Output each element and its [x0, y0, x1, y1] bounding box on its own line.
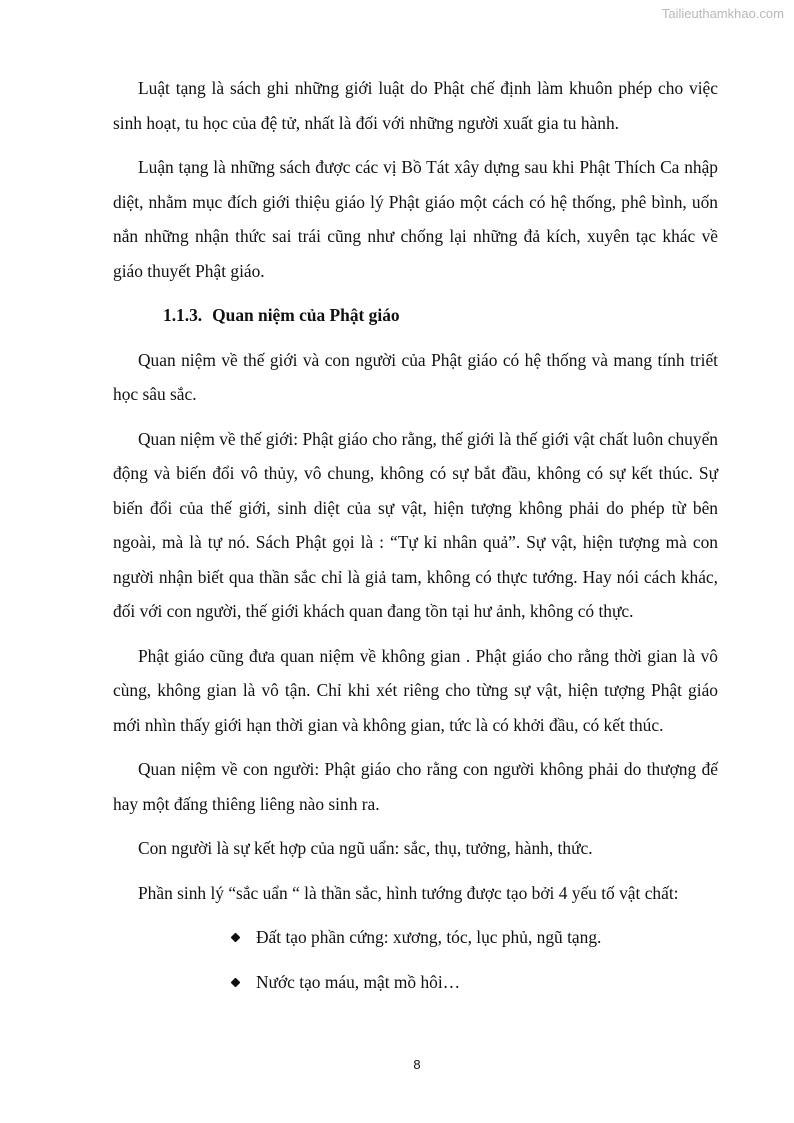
- list-item-text: Nước tạo máu, mật mồ hôi…: [256, 971, 461, 992]
- paragraph-luat-tang: Luật tạng là sách ghi những giới luật do Phật chế định làm khuôn phép cho việc sinh hoạt, tu học của đệ tử, nhất là đối với những người xuất gia tu hành.: [113, 78, 718, 133]
- diamond-bullet-icon: [231, 933, 241, 943]
- paragraph-con-nguoi: Quan niệm về con người: Phật giáo cho rằng con người không phải do thượng đế hay một đấng thiêng liêng nào sinh ra.: [113, 759, 718, 814]
- paragraph-intro: Quan niệm về thế giới và con người của Phật giáo có hệ thống và mang tính triết học sâu sắc.: [113, 349, 718, 404]
- diamond-bullet-icon: [231, 977, 241, 987]
- section-title: Quan niệm của Phật giáo: [212, 305, 400, 325]
- list-item: [231, 920, 718, 955]
- paragraph-sac-uan: Phần sinh lý “sắc uẩn “ là thần sắc, hình tướng được tạo bởi 4 yếu tố vật chất:: [138, 882, 679, 903]
- paragraph-ngu-uan: Con người là sự kết hợp của ngũ uẩn: sắc, thụ, tưởng, hành, thức.: [138, 838, 593, 858]
- list-item: [231, 965, 718, 1000]
- paragraph-the-gioi: Quan niệm về thế giới: Phật giáo cho rằng, thế giới là thế giới vật chất luôn chuyển động và biến đổi vô thủy, vô chung, không có sự bắt đầu, không có sự kết thúc. Sự biến đổi của thế giới, sinh diệt của sự vật, hiện tượng không phải do phép từ bên ngoài, mà là tự nó. Sách Phật gọi là : “Tự kỉ nhân quả”. Sự vật, hiện tượng mà con người nhận biết qua thần sắc chỉ là giả tam, không có thực tướng. Hay nói cách khác, đối với con người, thế giới khách quan đang tồn tại hư ảnh, không có thực.: [113, 428, 718, 621]
- document-body: [113, 71, 718, 1009]
- bullet-list: [113, 920, 718, 999]
- section-number: 1.1.3.: [163, 305, 203, 325]
- page-number: 8: [413, 1057, 421, 1072]
- list-item-text: Đất tạo phần cứng: xương, tóc, lục phủ, ngũ tạng.: [256, 927, 602, 947]
- watermark: Tailieuthamkhao.com: [661, 6, 784, 21]
- paragraph-khong-gian: Phật giáo cũng đưa quan niệm về không gian . Phật giáo cho rằng thời gian là vô cùng, không gian là vô tận. Chỉ khi xét riêng cho từng sự vật, hiện tượng Phật giáo mới nhìn thấy giới hạn thời gian và không gian, tức là có khởi đầu, có kết thúc.: [113, 645, 718, 735]
- paragraph-luan-tang: Luận tạng là những sách được các vị Bồ Tát xây dựng sau khi Phật Thích Ca nhập diệt, nhằm mục đích giới thiệu giáo lý Phật giáo một cách có hệ thống, phê bình, uốn nắn những nhận thức sai trái cũng như chống lại những đả kích, xuyên tạc khác về giáo thuyết Phật giáo.: [113, 157, 718, 281]
- section-heading: [113, 298, 718, 333]
